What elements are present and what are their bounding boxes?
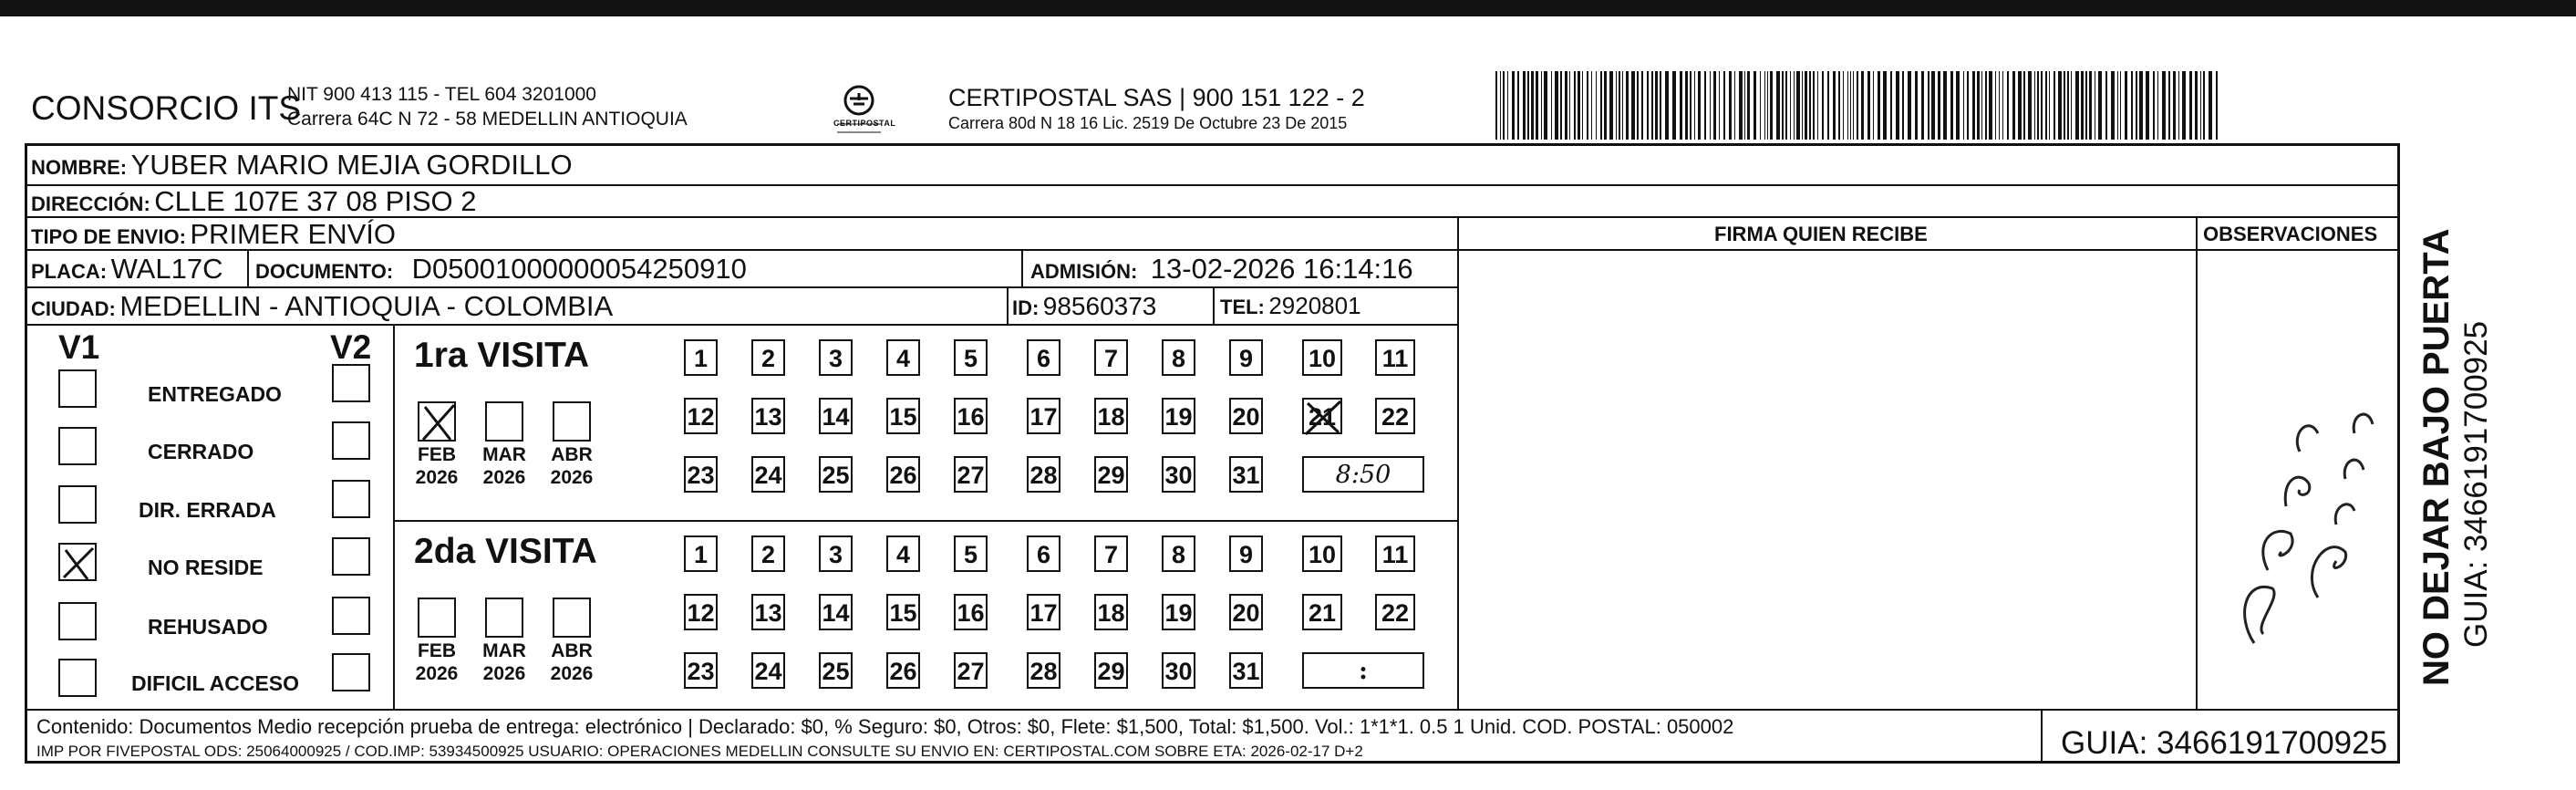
logo-text: CERTIPOSTAL (833, 119, 896, 128)
year-label: 2026 (482, 467, 526, 488)
day-box[interactable]: 1 (684, 535, 718, 572)
status-option-label: DIFICIL ACCESO (131, 671, 300, 695)
day-box[interactable]: 29 (1094, 456, 1128, 493)
v1-checkbox[interactable] (58, 602, 97, 640)
day-box[interactable]: 9 (1229, 339, 1263, 376)
id-value: 98560373 (1042, 292, 1157, 320)
day-box[interactable]: 18 (1094, 398, 1128, 434)
day-box[interactable]: 11 (1375, 339, 1415, 376)
footer-guia: GUIA: 3466191700925 (2061, 725, 2388, 761)
visit-title: 2da VISITA (414, 532, 597, 571)
status-option-label: CERRADO (148, 440, 254, 463)
tipo-label: TIPO DE ENVIO: (31, 225, 186, 248)
no-dejar-text: NO DEJAR BAJO PUERTA (2416, 228, 2457, 686)
observaciones-label: OBSERVACIONES (2203, 223, 2378, 245)
day-box[interactable]: 20 (1229, 594, 1263, 630)
day-box[interactable]: 27 (954, 652, 988, 689)
day-box[interactable]: 13 (751, 594, 785, 630)
day-box[interactable]: 7 (1094, 535, 1128, 572)
id-row (1012, 292, 1156, 321)
company-nit: NIT 900 413 115 - TEL 604 3201000 (287, 84, 596, 105)
certipostal-info (948, 84, 1365, 135)
day-box[interactable]: 22 (1375, 594, 1415, 630)
day-box[interactable]: 9 (1229, 535, 1263, 572)
col-line (1007, 286, 1009, 324)
day-box[interactable]: 6 (1027, 535, 1060, 572)
v1-checkbox[interactable] (58, 427, 97, 465)
side-guia-text: GUIA: 3466191700925 (2458, 320, 2494, 648)
day-box[interactable]: 6 (1027, 339, 1060, 376)
month-label: MAR (482, 444, 526, 465)
observaciones-area[interactable] (2199, 251, 2398, 707)
tel-value: 2920801 (1268, 292, 1361, 319)
status-option-label: DIR. ERRADA (139, 498, 276, 522)
v2-checkbox[interactable] (332, 597, 370, 635)
documento-value: D05001000000054250910 (411, 253, 747, 285)
admision-row (1030, 253, 1413, 286)
placa-label: PLACA: (31, 260, 108, 283)
direccion-row (31, 185, 477, 218)
company-address: Carrera 64C N 72 - 58 MEDELLIN ANTIOQUIA (287, 109, 688, 130)
day-box[interactable]: 20 (1229, 398, 1263, 434)
time-box[interactable]: : (1302, 652, 1424, 689)
year-label: 2026 (550, 467, 594, 488)
status-option-label: REHUSADO (148, 615, 268, 639)
certipostal-logo (832, 82, 896, 137)
month-checkbox[interactable] (553, 401, 591, 442)
day-box[interactable]: 4 (886, 339, 920, 376)
row-line (25, 324, 1458, 326)
month-checkbox[interactable] (418, 598, 456, 638)
v1-header: V1 (58, 328, 100, 366)
month-checkbox[interactable] (485, 598, 523, 638)
ciudad-label: CIUDAD: (31, 297, 116, 320)
footer-imp: IMP POR FIVEPOSTAL ODS: 25064000925 / COD.IMP: 53934500925 USUARIO: OPERACIONES MEDELLIN CONSULTE SU ENVIO EN: CERTIPOSTAL.COM SOBRE ETA: 2026-02-17 D+2 (36, 743, 1363, 760)
v1-checkbox[interactable] (58, 659, 97, 697)
time-box[interactable]: 8:50 (1302, 456, 1424, 493)
visit-title: 1ra VISITA (414, 336, 590, 375)
nombre-row (31, 149, 573, 182)
side-text (2415, 164, 2542, 689)
day-box[interactable]: 28 (1027, 456, 1060, 493)
day-box[interactable]: 12 (684, 398, 718, 434)
month-caption (472, 639, 536, 685)
tipo-value: PRIMER ENVÍO (190, 218, 397, 250)
year-label: 2026 (415, 467, 459, 488)
day-box[interactable]: 22 (1375, 398, 1415, 434)
placa-row (31, 253, 222, 286)
day-box[interactable]: 29 (1094, 652, 1128, 689)
tel-row (1220, 292, 1361, 320)
day-box[interactable]: 5 (954, 535, 988, 572)
month-caption (472, 443, 536, 489)
v1-checkbox[interactable] (58, 485, 97, 524)
day-box[interactable]: 10 (1302, 339, 1342, 376)
day-box[interactable]: 14 (819, 398, 853, 434)
day-box[interactable]: 4 (886, 535, 920, 572)
month-label: ABR (551, 640, 593, 661)
month-label: MAR (482, 640, 526, 661)
col-line (393, 324, 395, 709)
col-line (2196, 216, 2198, 709)
day-box[interactable]: 18 (1094, 594, 1128, 630)
col-line (2041, 709, 2043, 764)
col-line (247, 249, 249, 286)
day-box[interactable]: 14 (819, 594, 853, 630)
col-line (1021, 249, 1023, 286)
v2-header: V2 (330, 328, 372, 366)
v1-checkbox[interactable] (58, 543, 97, 581)
day-box[interactable]: 23 (684, 652, 718, 689)
day-box[interactable]: 5 (954, 339, 988, 376)
day-box[interactable]: 19 (1162, 398, 1195, 434)
day-box[interactable]: 27 (954, 456, 988, 493)
certipostal-address: Carrera 80d N 18 16 Lic. 2519 De Octubre 23 De 2015 (948, 114, 1348, 132)
placa-value: WAL17C (110, 253, 223, 285)
day-box[interactable]: 26 (886, 456, 920, 493)
day-box[interactable]: 16 (954, 594, 988, 630)
v2-checkbox[interactable] (332, 537, 370, 576)
direccion-value: CLLE 107E 37 08 PISO 2 (154, 185, 477, 217)
documento-row (255, 253, 747, 286)
tel-label: TEL: (1220, 296, 1265, 318)
company-info (287, 82, 688, 131)
tipo-row (31, 218, 396, 251)
month-caption (405, 639, 469, 685)
v2-checkbox[interactable] (332, 653, 370, 691)
admision-value: 13-02-2026 16:14:16 (1150, 253, 1413, 285)
day-box[interactable]: 16 (954, 398, 988, 434)
day-box[interactable]: 8 (1162, 339, 1195, 376)
day-box[interactable]: 12 (684, 594, 718, 630)
day-box[interactable]: 25 (819, 652, 853, 689)
documento-label: DOCUMENTO: (255, 260, 394, 283)
v2-checkbox[interactable] (332, 364, 370, 402)
nombre-value: YUBER MARIO MEJIA GORDILLO (130, 149, 573, 181)
barcode (1495, 71, 2225, 140)
id-label: ID: (1012, 296, 1040, 319)
day-box[interactable]: 3 (819, 535, 853, 572)
day-box[interactable]: 30 (1162, 456, 1195, 493)
day-box[interactable]: 8 (1162, 535, 1195, 572)
nombre-label: NOMBRE: (31, 156, 128, 179)
ciudad-row (31, 290, 613, 323)
day-box[interactable]: 11 (1375, 535, 1415, 572)
year-label: 2026 (482, 663, 526, 684)
admision-label: ADMISIÓN: (1030, 260, 1138, 283)
day-box[interactable]: 2 (751, 339, 785, 376)
month-caption (540, 639, 604, 685)
v2-checkbox[interactable] (332, 421, 370, 460)
v2-checkbox[interactable] (332, 480, 370, 518)
day-box[interactable]: 21 (1302, 594, 1342, 630)
day-box[interactable]: 13 (751, 398, 785, 434)
day-box[interactable]: 28 (1027, 652, 1060, 689)
day-box[interactable]: 24 (751, 652, 785, 689)
day-box[interactable]: 15 (886, 398, 920, 434)
month-label: ABR (551, 444, 593, 465)
day-box[interactable]: 15 (886, 594, 920, 630)
ciudad-value: MEDELLIN - ANTIOQUIA - COLOMBIA (119, 290, 614, 322)
month-checkbox[interactable] (418, 401, 456, 442)
year-label: 2026 (415, 663, 459, 684)
day-box[interactable]: 31 (1229, 652, 1263, 689)
footer-content: Contenido: Documentos Medio recepción prueba de entrega: electrónico | Declarado: $0, % Seguro: $0, Otros: $0, Flete: $1,500, Total: $1,500. Vol.: 1*1*1. 0.5 1 Unid. COD. POSTAL: 050002 (36, 715, 1734, 738)
month-label: FEB (418, 640, 456, 661)
day-box[interactable]: 17 (1027, 594, 1060, 630)
day-box[interactable]: 21 (1302, 398, 1342, 434)
day-box[interactable]: 26 (886, 652, 920, 689)
day-box[interactable]: 24 (751, 456, 785, 493)
status-option-label: NO RESIDE (148, 556, 264, 579)
row-line (25, 286, 1458, 288)
day-box[interactable]: 7 (1094, 339, 1128, 376)
month-label: FEB (418, 444, 456, 465)
day-box[interactable]: 30 (1162, 652, 1195, 689)
row-line (25, 709, 2400, 711)
status-option-label: ENTREGADO (148, 382, 282, 406)
handwritten-observation (2199, 251, 2398, 707)
certipostal-name: CERTIPOSTAL SAS | 900 151 122 - 2 (948, 84, 1365, 111)
row-line (393, 520, 1457, 522)
day-box[interactable]: 17 (1027, 398, 1060, 434)
day-box[interactable]: 31 (1229, 456, 1263, 493)
company-name: CONSORCIO ITS (31, 89, 302, 127)
top-border (0, 0, 2576, 16)
day-box[interactable]: 2 (751, 535, 785, 572)
col-line (1457, 216, 1459, 709)
month-caption (405, 443, 469, 489)
day-box[interactable]: 10 (1302, 535, 1342, 572)
firma-label: FIRMA QUIEN RECIBE (1714, 223, 1928, 245)
v1-checkbox[interactable] (58, 369, 97, 408)
day-box[interactable]: 19 (1162, 594, 1195, 630)
day-box[interactable]: 25 (819, 456, 853, 493)
month-checkbox[interactable] (553, 598, 591, 638)
day-box[interactable]: 23 (684, 456, 718, 493)
year-label: 2026 (550, 663, 594, 684)
day-box[interactable]: 1 (684, 339, 718, 376)
day-box[interactable]: 3 (819, 339, 853, 376)
month-checkbox[interactable] (485, 401, 523, 442)
direccion-label: DIRECCIÓN: (31, 192, 150, 215)
col-line (1213, 286, 1215, 324)
signature-area[interactable] (1461, 251, 2194, 707)
month-caption (540, 443, 604, 489)
